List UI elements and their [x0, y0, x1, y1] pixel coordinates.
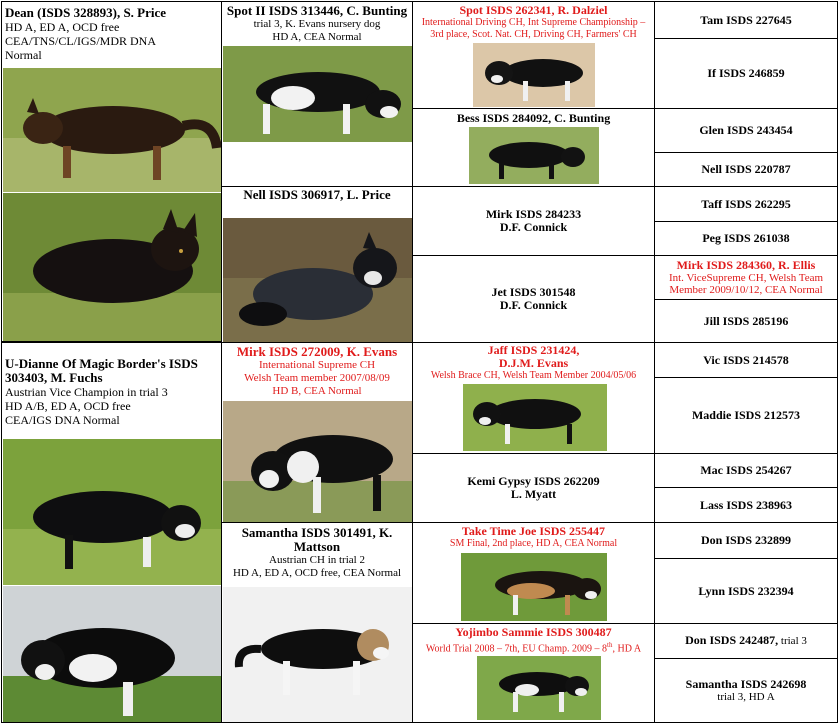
- mirk-272009-name: Mirk ISDS 272009, K. Evans: [236, 344, 398, 359]
- mirk-284360-line: Int. ViceSupreme CH, Welsh Team: [668, 272, 824, 284]
- glen-cell: [654, 108, 838, 153]
- dam-cell: [1, 342, 222, 723]
- taff-name: Taff ISDS 262295: [701, 196, 791, 211]
- mirk-272009-line: HD B, CEA Normal: [272, 385, 362, 397]
- jaff-line: Welsh Brace CH, Welsh Team Member 2004/05/06: [430, 370, 637, 381]
- lass-cell: [654, 487, 838, 523]
- dam-photo-1: [3, 439, 221, 585]
- maddie-name: Maddie ISDS 212573: [691, 408, 801, 422]
- mirk-272009-line: International Supreme CH: [258, 359, 376, 371]
- yojimbo-sammie-photo: [477, 656, 601, 720]
- sire-photo-1: [3, 68, 221, 192]
- sire-name: Dean (ISDS 328893), S. Price: [5, 5, 167, 20]
- spot-262341-line: International Driving CH, Int Supreme Championship – 3rd place, Scot. Nat. CH, Driving CH, Farmers' CH: [421, 17, 646, 40]
- yojimbo-sammie-cell: [412, 623, 655, 723]
- tam-cell: [654, 1, 838, 39]
- nell-cell: [221, 186, 413, 343]
- glen-name: Glen ISDS 243454: [699, 123, 793, 137]
- mirk-284360-cell: [654, 255, 838, 300]
- don-232899-cell: [654, 522, 838, 559]
- spot-262341-name: Spot ISDS 262341, R. Dalziel: [459, 3, 608, 17]
- don-242487-cell: [654, 623, 838, 659]
- nell-name: Nell ISDS 306917, L. Price: [243, 187, 391, 202]
- yojimbo-sammie-line-end: , HD A: [612, 643, 642, 655]
- sire-photo-2: [3, 193, 221, 341]
- yojimbo-sammie-line: World Trial 2008 – 7th, EU Champ. 2009 – 8: [425, 643, 608, 655]
- spot-ii-line: HD A, CEA Normal: [272, 31, 362, 43]
- bess-cell: [412, 108, 655, 187]
- jaff-owner: D.J.M. Evans: [498, 356, 569, 370]
- spot-262341-cell: [412, 1, 655, 109]
- taff-cell: [654, 186, 838, 222]
- peg-cell: [654, 221, 838, 256]
- take-time-joe-photo: [461, 553, 607, 621]
- jet-cell: [412, 255, 655, 343]
- nell-220787-name: Nell ISDS 220787: [701, 162, 791, 176]
- lynn-cell: [654, 558, 838, 624]
- lass-name: Lass ISDS 238963: [699, 497, 793, 512]
- jet-owner: D.F. Connick: [499, 298, 568, 312]
- maddie-cell: [654, 377, 838, 454]
- samantha-242698-cell: [654, 658, 838, 723]
- don-242487-name: Don ISDS 242487,: [685, 633, 779, 647]
- mac-cell: [654, 453, 838, 488]
- take-time-joe-line: SM Final, 2nd place, HD A, CEA Normal: [449, 538, 618, 549]
- spot-ii-photo: [223, 46, 413, 142]
- samantha-242698-name: Samantha ISDS 242698: [685, 677, 807, 691]
- mirk-272009-line: Welsh Team member 2007/08/09: [244, 372, 390, 384]
- take-time-joe-name: Take Time Joe ISDS 255447: [461, 524, 606, 538]
- sire-line: CEA/TNS/CL/IGS/MDR DNA: [5, 34, 157, 48]
- mirk-272009-photo: [223, 401, 413, 522]
- dam-photo-2: [3, 586, 221, 722]
- jaff-photo: [463, 384, 607, 451]
- sire-cell: [1, 1, 222, 342]
- sire-line: HD A, ED A, OCD free: [5, 20, 120, 34]
- vic-name: Vic ISDS 214578: [703, 352, 789, 367]
- jill-cell: [654, 299, 838, 343]
- if-name: If ISDS 246859: [707, 66, 785, 80]
- dam-line: Austrian Vice Champion in trial 3: [5, 385, 168, 399]
- bess-photo: [469, 127, 599, 184]
- jaff-cell: [412, 342, 655, 454]
- if-cell: [654, 38, 838, 109]
- don-242487-note: trial 3: [778, 635, 807, 647]
- lynn-name: Lynn ISDS 232394: [698, 583, 794, 598]
- kemi-gypsy-name: Kemi Gypsy ISDS 262209: [467, 474, 600, 488]
- kemi-gypsy-cell: [412, 453, 655, 523]
- mirk-284233-cell: [412, 186, 655, 256]
- jaff-name: Jaff ISDS 231424,: [487, 343, 580, 357]
- pedigree-table: [1, 1, 838, 723]
- nell-220787-cell: [654, 152, 838, 187]
- spot-262341-photo: [473, 43, 595, 107]
- samantha-301491-line: HD A, ED A, OCD free, CEA Normal: [232, 567, 402, 579]
- mac-name: Mac ISDS 254267: [700, 463, 792, 477]
- tam-name: Tam ISDS 227645: [700, 12, 792, 27]
- bess-name: Bess ISDS 284092, C. Bunting: [456, 111, 611, 125]
- dam-name: U-Dianne Of Magic Border's ISDS 303403, M. Fuchs: [5, 356, 198, 385]
- kemi-gypsy-owner: L. Myatt: [510, 487, 557, 501]
- nell-photo: [223, 218, 413, 342]
- yojimbo-sammie-ordinal: th: [607, 641, 613, 649]
- samantha-301491-photo: [223, 587, 413, 722]
- dam-line: HD A/B, ED A, OCD free: [5, 399, 131, 413]
- spot-ii-name: Spot II ISDS 313446, C. Bunting: [226, 3, 408, 18]
- jet-name: Jet ISDS 301548: [491, 285, 576, 299]
- take-time-joe-cell: [412, 522, 655, 624]
- mirk-272009-cell: [221, 342, 413, 523]
- samantha-301491-cell: [221, 522, 413, 723]
- spot-ii-cell: [221, 1, 413, 187]
- samantha-242698-note: trial 3, HD A: [717, 691, 775, 703]
- don-232899-name: Don ISDS 232899: [700, 533, 792, 547]
- samantha-301491-line: Austrian CH in trial 2: [269, 554, 365, 566]
- mirk-284233-owner: D.F. Connick: [499, 220, 568, 234]
- yojimbo-sammie-name: Yojimbo Sammie ISDS 300487: [455, 625, 612, 639]
- vic-cell: [654, 342, 838, 378]
- peg-name: Peg ISDS 261038: [702, 231, 790, 245]
- jill-name: Jill ISDS 285196: [703, 313, 789, 328]
- spot-ii-line: trial 3, K. Evans nursery dog: [253, 18, 381, 30]
- mirk-284360-name: Mirk ISDS 284360, R. Ellis: [676, 258, 816, 272]
- mirk-284233-name: Mirk ISDS 284233: [485, 207, 582, 221]
- sire-line: Normal: [5, 48, 42, 62]
- dam-line: CEA/IGS DNA Normal: [5, 413, 120, 427]
- samantha-301491-name: Samantha ISDS 301491, K. Mattson: [241, 525, 393, 554]
- mirk-284360-line: Member 2009/10/12, CEA Normal: [669, 284, 823, 296]
